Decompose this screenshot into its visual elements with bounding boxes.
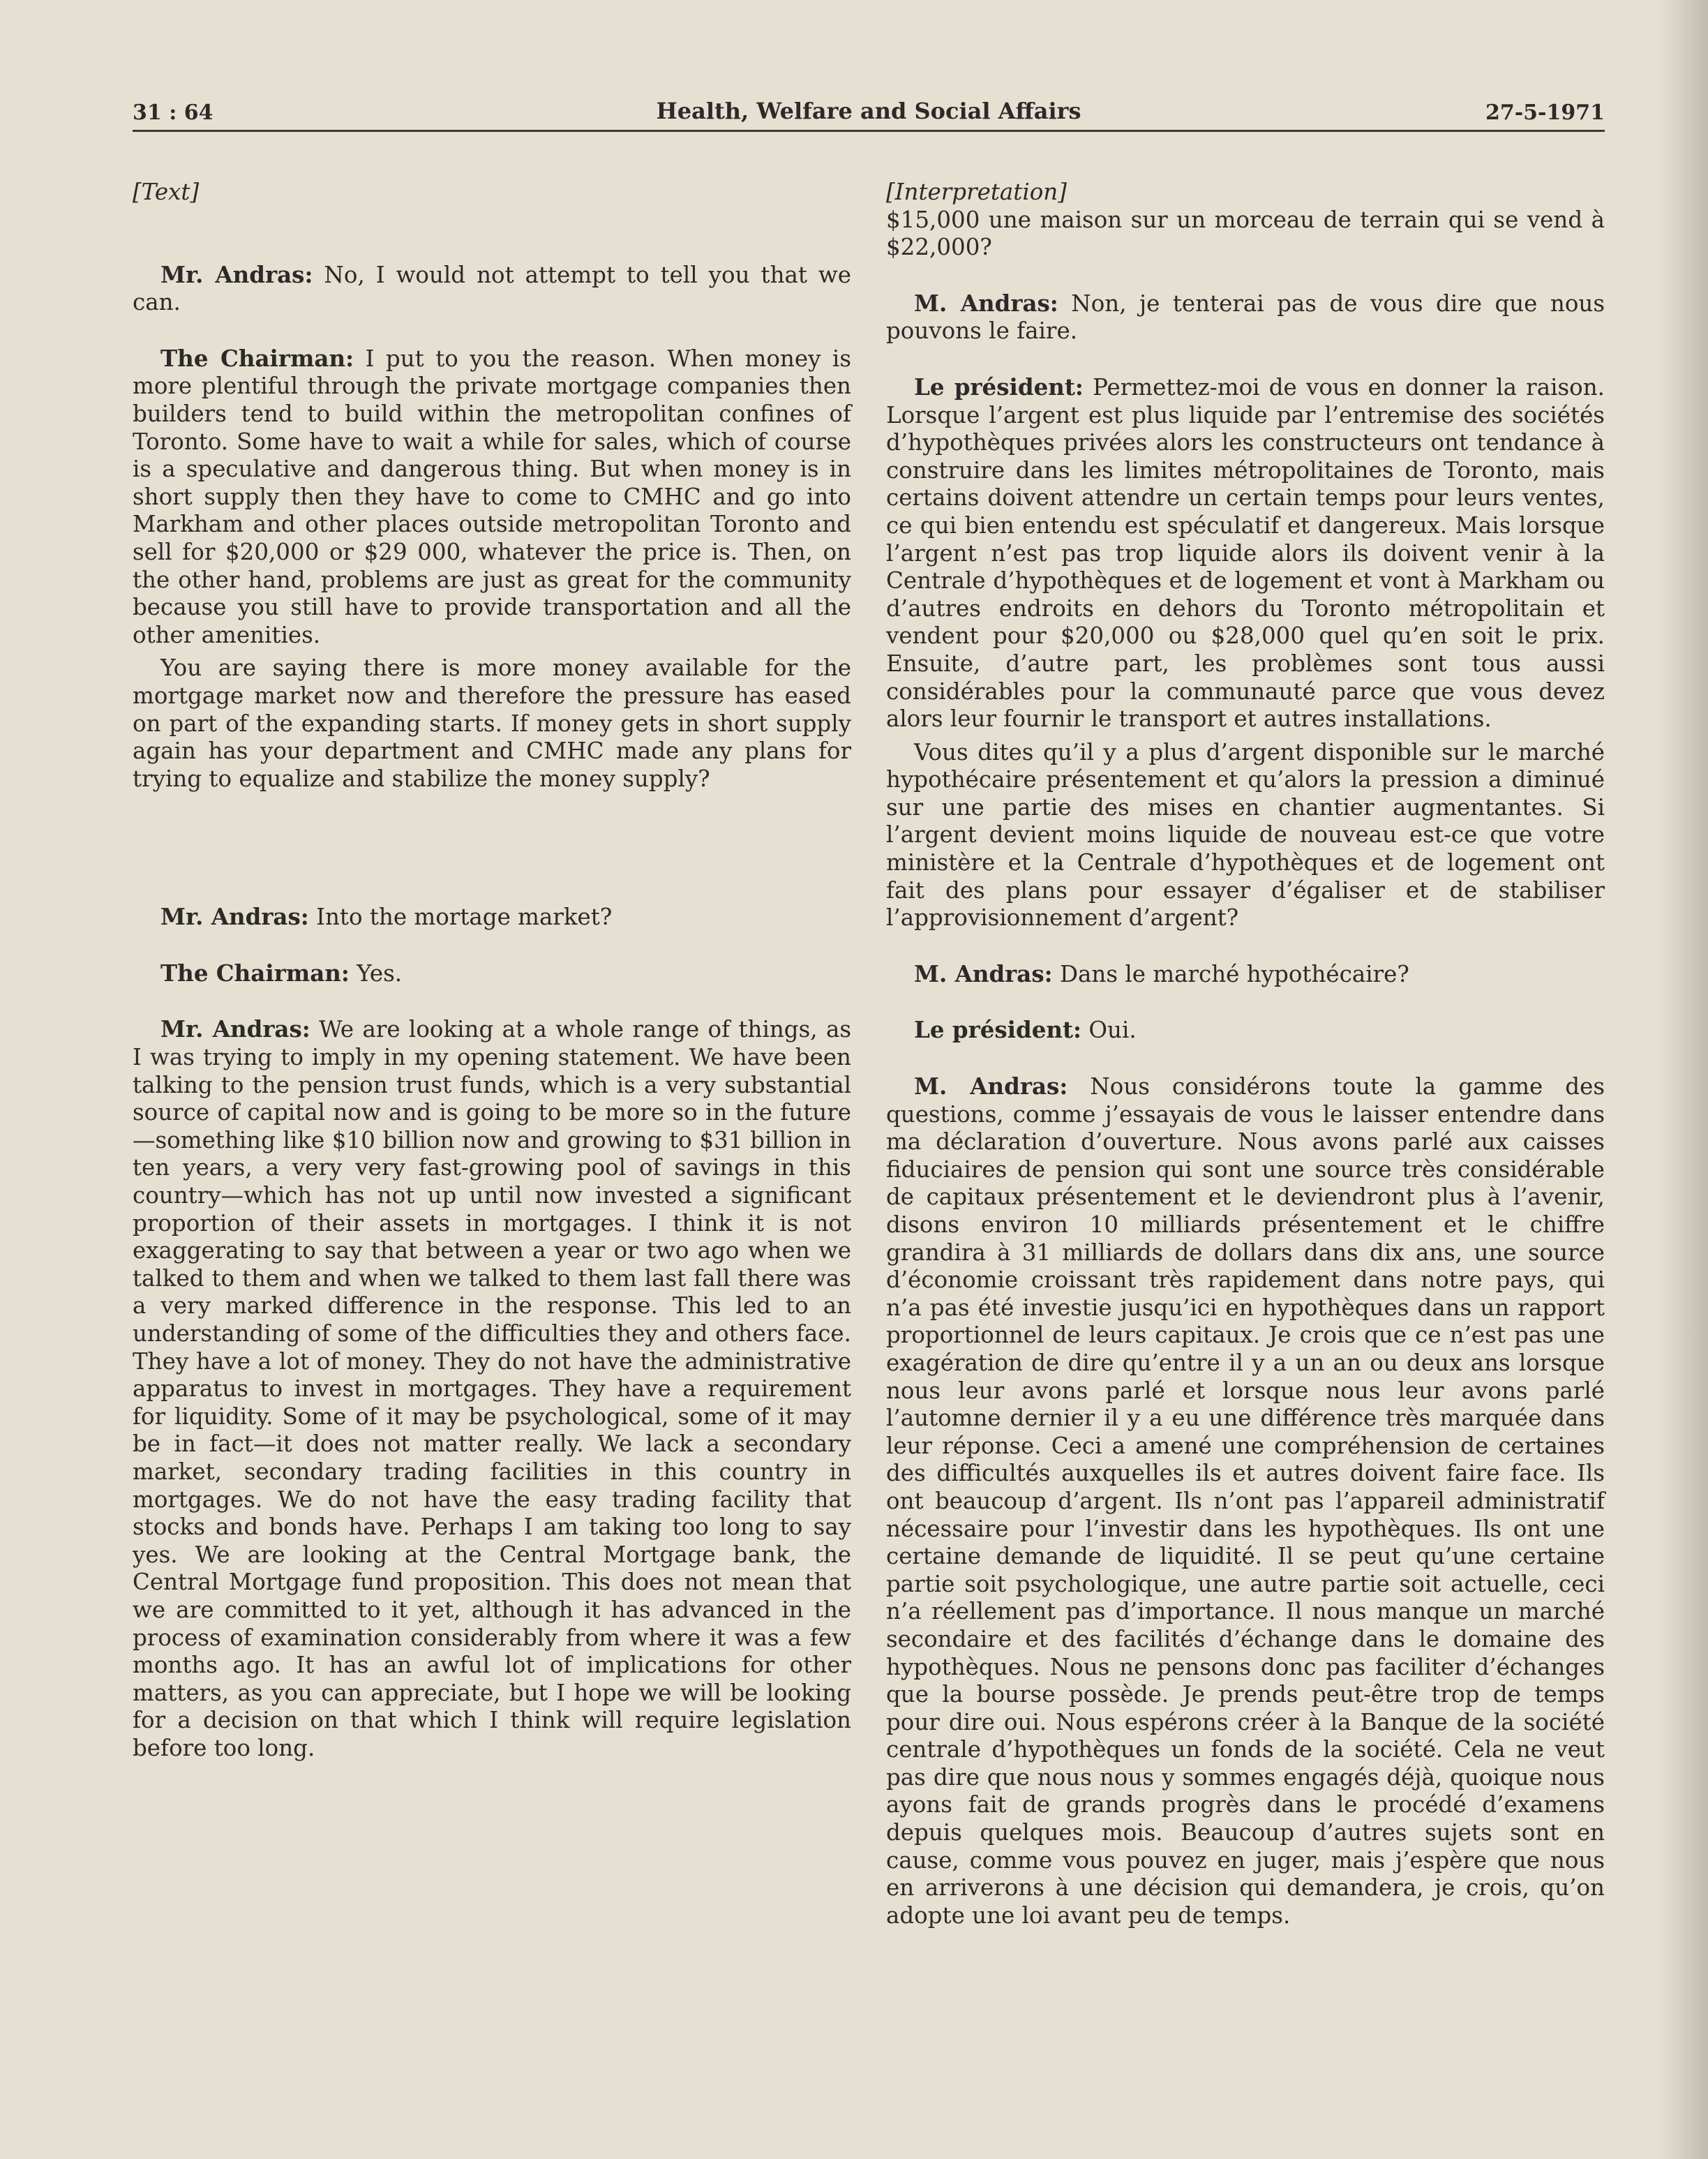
page-edge-shadow bbox=[1659, 0, 1708, 2159]
paragraph bbox=[886, 1016, 1605, 1045]
paragraph-text: Permettez-moi de vous en donner la raison. Lorsque l’argent est plus liquide par l’entremise des sociétés d’hypothèques privées alors les constructeurs ont tendance à construire dans les limites métropolitaines de Toronto, mais certains doivent attendre un certain temps pour leurs ventes, ce qui bien entendu est spéculatif et dangereux. Mais lorsque l’argent n’est pas trop liquide alors ils doivent venir à la Centrale d’hypothèques et de logement et vont à Markham ou d’autres endroits en dehors du Toronto métropolitain et vendent pour $20,000 ou $28,000 quel qu’en soit le prix. Ensuite, d’autre part, les problèmes sont tous aussi considérables pour la communauté parce que vous devez alors leur fournir le transport et autres installations. bbox=[886, 373, 1605, 733]
paragraph bbox=[133, 1015, 851, 1762]
speaker-name: Le président: bbox=[914, 373, 1084, 401]
page-number: 31 : 64 bbox=[133, 100, 214, 125]
speaker-name: M. Andras: bbox=[914, 959, 1053, 987]
speaker-name: Le président: bbox=[914, 1016, 1082, 1044]
paragraph-text: We are looking at a whole range of things, as I was trying to imply in my opening statement. We have been talking to the pension trust funds, which is a very substantial source of capital now and is going to be more so in the future—something like $10 billion now and growing to $31 billion in ten years, a very very fast-growing pool of savings in this country—which has not up until now invested a significant proportion of their assets in mortgages. I think it is not exaggerating to say that between a year or two ago when we talked to them and when we talked to them last fall there was a very marked difference in the response. This led to an understanding of some of the difficulties they and others face. They have a lot of money. They do not have the administrative apparatus to invest in mortgages. They have a requirement for liquidity. Some of it may be psychological, some of it may be in fact—it does not matter really. We lack a secondary market, secondary trading facilities in this country in mortgages. We do not have the easy trading facility that stocks and bonds have. Perhaps I am taking too long to say yes. We are looking at the Central Mortgage bank, the Central Mortgage fund proposition. This does not mean that we are committed to it yet, although it has advanced in the process of examination considerably from where it was a few months ago. It has an awful lot of implications for other matters, as you can appreciate, but I hope we will be looking for a decision on that which I think will require legislation before too long. bbox=[133, 1016, 851, 1761]
paragraph-text: Yes. bbox=[349, 959, 403, 987]
paragraph-text: Non, je tenterai pas de vous dire que nous pouvons le faire. bbox=[886, 290, 1605, 345]
speaker-name: Mr. Andras: bbox=[160, 903, 309, 931]
speaker-name: M. Andras: bbox=[914, 289, 1058, 317]
paragraph bbox=[886, 373, 1605, 733]
speaker-name: The Chairman: bbox=[160, 344, 354, 372]
paragraph-text: $15,000 une maison sur un morceau de terrain qui se vend à $22,000? bbox=[886, 206, 1605, 261]
paragraph-text: Oui. bbox=[1081, 1017, 1137, 1044]
speaker-name: M. Andras: bbox=[914, 1073, 1068, 1100]
column-label: [Interpretation] bbox=[886, 179, 1067, 205]
paragraph bbox=[133, 261, 851, 317]
paragraph bbox=[133, 903, 851, 932]
paragraph-text: Nous considérons toute la gamme des questions, comme j’essayais de vous le laisser entendre dans ma déclaration d’ouverture. Nous avons parlé aux caisses fiduciaires de pension qui sont une source très considérable de capitaux présentement et le deviendront plus à l’avenir, disons environ 10 milliards présentement et le chiffre grandira à 31 milliards de dollars dans dix ans, une source d’économie croissant très rapidement dans notre pays, qui n’a pas été investie jusqu’ici en hypothèques dans un rapport proportionnel de leurs capitaux. Je crois que ce n’est pas une exagération de dire qu’entre il y a un an ou deux ans lorsque nous leur avons parlé et lorsque nous leur avons parlé l’automne dernier il y a eu une différence très marquée dans leur réponse. Ceci a amené une compréhension de certaines des difficultés auxquelles ils et autres doivent faire face. Ils ont beaucoup d’argent. Ils n’ont pas l’appareil administratif nécessaire pour l’investir dans les hypothèques. Ils ont une certaine demande de liquidité. Il se peut qu’une certaine partie soit psychologique, une autre partie soit actuelle, ceci n’a réellement pas d’importance. Il nous manque un marché secondaire et des facilités d’échange dans le domaine des hypothèques. Nous ne pensons donc pas faciliter d’échanges que la bourse possède. Je prends peut-être trop de temps pour dire oui. Nous espérons créer à la Banque de la société centrale d’hypothèques un fonds de la société. Cela ne veut pas dire que nous nous y sommes engagés déjà, quoique nous ayons fait de grands progrès dans le procédé d’examens depuis quelques mois. Beaucoup d’autres sujets sont en cause, comme vous pouvez en juger, mais j’espère que nous en arriverons à une décision qui demandera, je crois, qu’on adopte une loi avant peu de temps. bbox=[886, 1073, 1605, 1929]
paragraph-text: Dans le marché hypothécaire? bbox=[1052, 960, 1409, 987]
page-header bbox=[133, 96, 1605, 131]
paragraph-text: You are saying there is more money available for the mortgage market now and therefore the pressure has eased on part of the expanding starts. If money gets in short supply again has your department and CMHC made any plans for trying to equalize and stabilize the money supply? bbox=[133, 655, 851, 792]
header-rule bbox=[133, 130, 1605, 132]
speaker-name: Mr. Andras: bbox=[160, 260, 313, 288]
paragraph bbox=[886, 960, 1605, 989]
paragraph-text: No, I would not attempt to tell you that we can. bbox=[133, 261, 851, 316]
paragraph-text: I put to you the reason. When money is more plentiful through the private mortgage companies then builders tend to build within the metropolitan confines of Toronto. Some have to wait a while for sales, which of course is a speculative and dangerous thing. But when money is in short supply then they have to come to CMHC and go into Markham and other places outside metropolitan Toronto and sell for $20,000 or $29 000, whatever the price is. Then, on the other hand, problems are just as great for the community because you still have to provide transportation and all the other amenities. bbox=[133, 345, 851, 648]
paragraph-text: Into the mortage market? bbox=[308, 904, 613, 931]
column-label: [Text] bbox=[133, 179, 200, 205]
sitting-date: 27-5-1971 bbox=[1485, 100, 1605, 125]
running-title: Health, Welfare and Social Affairs bbox=[656, 98, 1081, 124]
french-column bbox=[886, 179, 1605, 1929]
paragraph bbox=[133, 345, 851, 650]
speaker-name: Mr. Andras: bbox=[160, 1015, 310, 1043]
english-column bbox=[133, 179, 851, 1763]
paragraph bbox=[886, 290, 1605, 345]
speaker-name: The Chairman: bbox=[160, 959, 350, 987]
paragraph bbox=[133, 959, 851, 988]
paragraph bbox=[886, 1073, 1605, 1929]
paragraph-text: Vous dites qu’il y a plus d’argent disponible sur le marché hypothécaire présentement et qu’alors la pression a diminué sur une partie des mises en chantier augmentantes. Si l’argent devient moins liquide de nouveau est-ce que votre ministère et la Centrale d’hypothèques et de logement ont fait des plans pour essayer d’égaliser et de stabiliser l’approvisionnement d’argent? bbox=[886, 738, 1605, 932]
